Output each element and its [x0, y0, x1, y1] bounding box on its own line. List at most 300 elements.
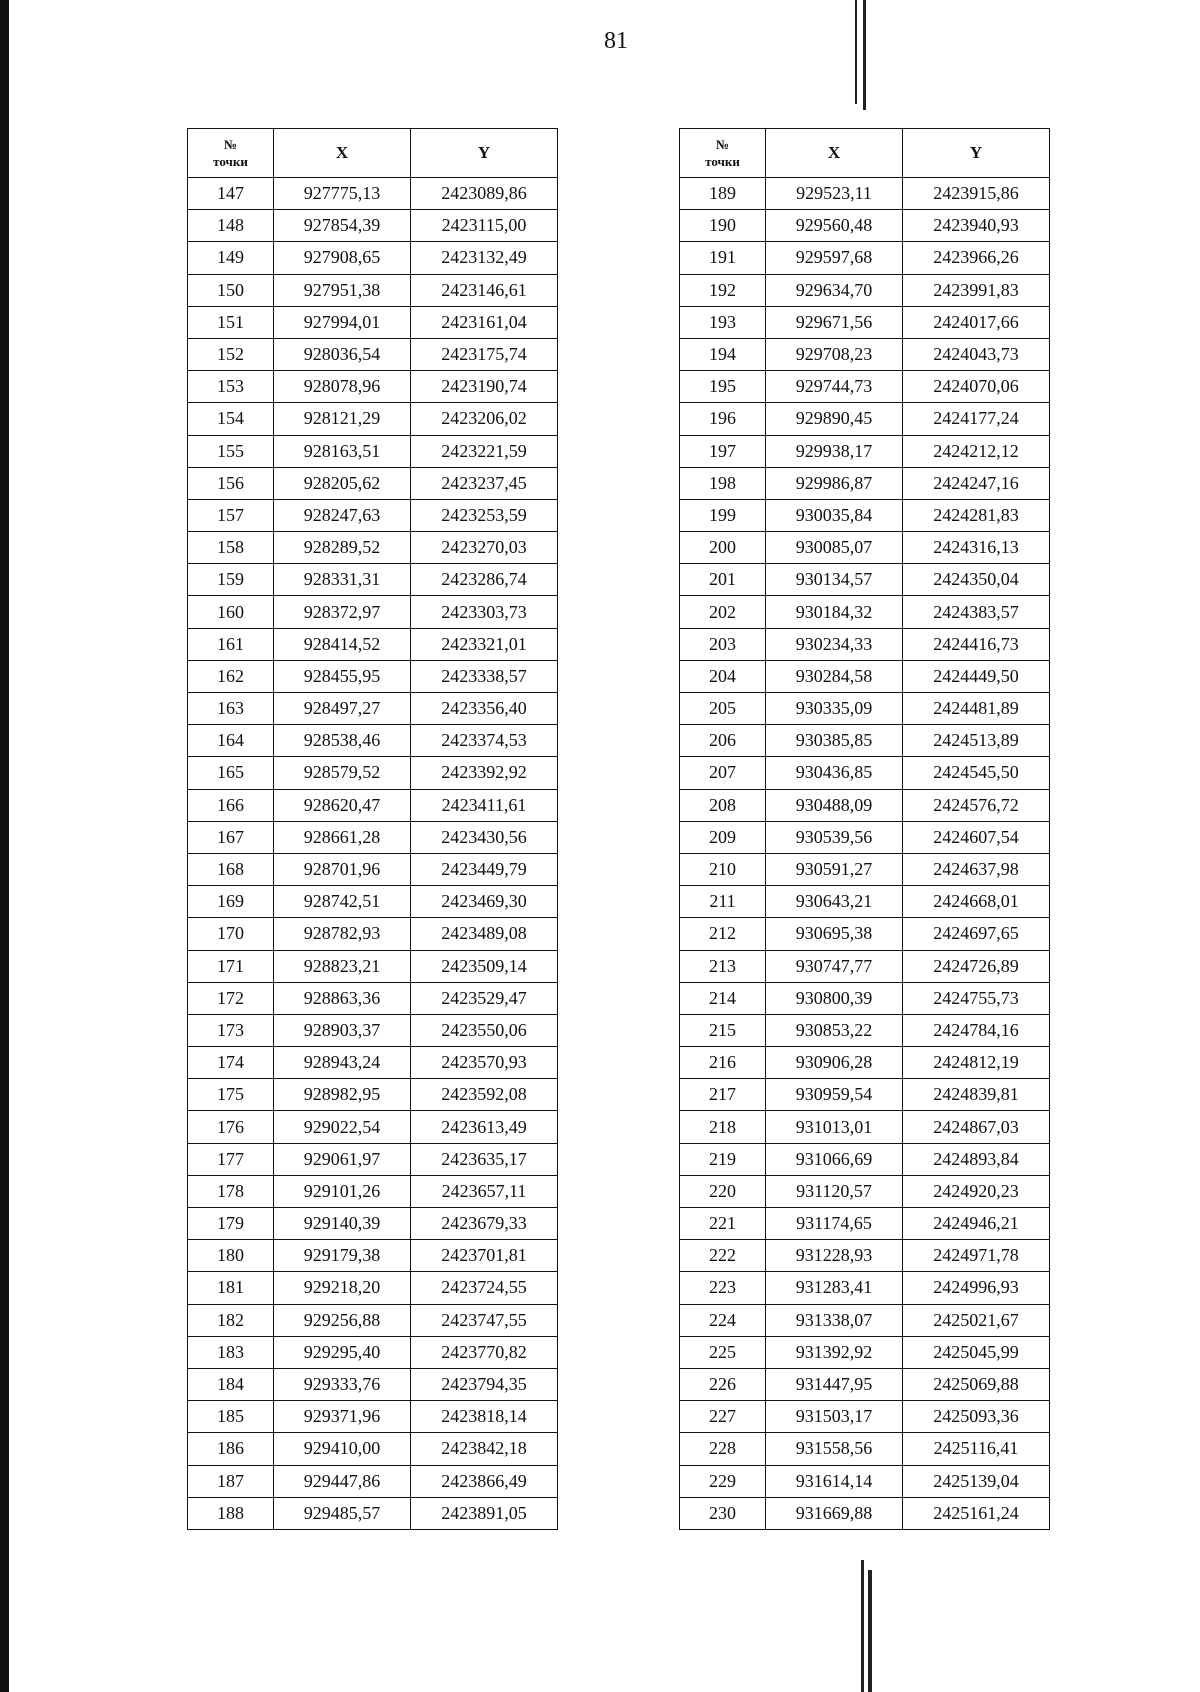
x-cell: 928455,95 [274, 660, 411, 692]
point-number-cell: 171 [188, 950, 274, 982]
y-cell: 2423089,86 [411, 178, 558, 210]
table-row [188, 1143, 558, 1175]
y-cell: 2423770,82 [411, 1336, 558, 1368]
point-number-cell: 221 [680, 1208, 766, 1240]
table-row [680, 886, 1050, 918]
table-row [680, 1497, 1050, 1529]
table-row [188, 403, 558, 435]
table-row [188, 1111, 558, 1143]
table-row [680, 1208, 1050, 1240]
y-cell: 2423132,49 [411, 242, 558, 274]
table-row [188, 1401, 558, 1433]
table-row [680, 1240, 1050, 1272]
point-number-cell: 157 [188, 499, 274, 531]
page-number: 81 [604, 28, 628, 54]
point-number-cell: 189 [680, 178, 766, 210]
point-number-cell: 161 [188, 628, 274, 660]
table-row [680, 725, 1050, 757]
y-cell: 2423866,49 [411, 1465, 558, 1497]
table-row [188, 178, 558, 210]
y-cell: 2423338,57 [411, 660, 558, 692]
x-cell: 929671,56 [766, 306, 903, 338]
x-cell: 930184,32 [766, 596, 903, 628]
scan-mark-bottom-2 [868, 1570, 872, 1692]
x-cell: 928331,31 [274, 564, 411, 596]
x-cell: 929744,73 [766, 371, 903, 403]
y-cell: 2424971,78 [903, 1240, 1050, 1272]
y-cell: 2423374,53 [411, 725, 558, 757]
table-row [680, 918, 1050, 950]
x-cell: 931283,41 [766, 1272, 903, 1304]
table-header-row [188, 129, 558, 178]
x-cell: 930643,21 [766, 886, 903, 918]
point-number-cell: 152 [188, 338, 274, 370]
point-number-cell: 200 [680, 532, 766, 564]
table-row [188, 660, 558, 692]
x-cell: 928742,51 [274, 886, 411, 918]
table-row [680, 210, 1050, 242]
x-cell: 928782,93 [274, 918, 411, 950]
y-cell: 2424784,16 [903, 1014, 1050, 1046]
table-row [188, 242, 558, 274]
table-row [680, 821, 1050, 853]
x-cell: 928701,96 [274, 853, 411, 885]
y-cell: 2423321,01 [411, 628, 558, 660]
x-cell: 930488,09 [766, 789, 903, 821]
table-row [188, 532, 558, 564]
x-cell: 929447,86 [274, 1465, 411, 1497]
point-number-cell: 212 [680, 918, 766, 950]
point-number-cell: 192 [680, 274, 766, 306]
table-row [188, 371, 558, 403]
number-sign: № [223, 137, 238, 152]
x-cell: 930335,09 [766, 693, 903, 725]
point-label: точки [213, 154, 248, 169]
table-row [680, 1433, 1050, 1465]
point-number-cell: 187 [188, 1465, 274, 1497]
point-number-cell: 230 [680, 1497, 766, 1529]
table-row [680, 371, 1050, 403]
y-cell: 2423161,04 [411, 306, 558, 338]
x-cell: 931013,01 [766, 1111, 903, 1143]
x-cell: 929485,57 [274, 1497, 411, 1529]
point-number-cell: 201 [680, 564, 766, 596]
table-row [188, 821, 558, 853]
point-number-cell: 167 [188, 821, 274, 853]
scan-left-edge [0, 0, 9, 1692]
table-row [188, 435, 558, 467]
y-cell: 2424043,73 [903, 338, 1050, 370]
scan-mark-top-2 [863, 0, 866, 110]
x-cell: 929890,45 [766, 403, 903, 435]
y-cell: 2423237,45 [411, 467, 558, 499]
table-row [680, 1368, 1050, 1400]
point-number-cell: 227 [680, 1401, 766, 1433]
y-cell: 2424383,57 [903, 596, 1050, 628]
y-cell: 2423940,93 [903, 210, 1050, 242]
point-number-cell: 153 [188, 371, 274, 403]
point-number-cell: 173 [188, 1014, 274, 1046]
y-cell: 2423550,06 [411, 1014, 558, 1046]
table-row [680, 403, 1050, 435]
x-cell: 930800,39 [766, 982, 903, 1014]
y-cell: 2423570,93 [411, 1047, 558, 1079]
y-cell: 2423679,33 [411, 1208, 558, 1240]
table-row [188, 564, 558, 596]
x-cell: 928036,54 [274, 338, 411, 370]
y-cell: 2423724,55 [411, 1272, 558, 1304]
y-cell: 2423270,03 [411, 532, 558, 564]
point-number-cell: 229 [680, 1465, 766, 1497]
x-cell: 929597,68 [766, 242, 903, 274]
y-cell: 2424316,13 [903, 532, 1050, 564]
x-cell: 928823,21 [274, 950, 411, 982]
x-cell: 931614,14 [766, 1465, 903, 1497]
x-cell: 928579,52 [274, 757, 411, 789]
point-number-cell: 169 [188, 886, 274, 918]
point-number-cell: 180 [188, 1240, 274, 1272]
point-number-cell: 158 [188, 532, 274, 564]
table-row [680, 853, 1050, 885]
table-row [188, 1175, 558, 1207]
point-number-cell: 217 [680, 1079, 766, 1111]
y-cell: 2423842,18 [411, 1433, 558, 1465]
table-row [680, 499, 1050, 531]
y-cell: 2423818,14 [411, 1401, 558, 1433]
table-header-row [680, 129, 1050, 178]
x-cell: 929523,11 [766, 178, 903, 210]
table-row [680, 1079, 1050, 1111]
table-row [188, 1047, 558, 1079]
x-cell: 931066,69 [766, 1143, 903, 1175]
x-cell: 927775,13 [274, 178, 411, 210]
table-row [680, 178, 1050, 210]
table-row [188, 886, 558, 918]
x-cell: 931120,57 [766, 1175, 903, 1207]
y-cell: 2424212,12 [903, 435, 1050, 467]
y-cell: 2423701,81 [411, 1240, 558, 1272]
x-cell: 931503,17 [766, 1401, 903, 1433]
x-cell: 930085,07 [766, 532, 903, 564]
table-row [188, 1465, 558, 1497]
table-row [188, 950, 558, 982]
y-cell: 2423635,17 [411, 1143, 558, 1175]
x-cell: 930436,85 [766, 757, 903, 789]
point-number-cell: 202 [680, 596, 766, 628]
x-cell: 931392,92 [766, 1336, 903, 1368]
x-cell: 930853,22 [766, 1014, 903, 1046]
point-number-cell: 155 [188, 435, 274, 467]
y-cell: 2424281,83 [903, 499, 1050, 531]
y-cell: 2423356,40 [411, 693, 558, 725]
y-cell: 2425021,67 [903, 1304, 1050, 1336]
y-cell: 2423657,11 [411, 1175, 558, 1207]
y-cell: 2425045,99 [903, 1336, 1050, 1368]
table-row [680, 693, 1050, 725]
y-cell: 2424449,50 [903, 660, 1050, 692]
point-number-cell: 177 [188, 1143, 274, 1175]
y-cell: 2424247,16 [903, 467, 1050, 499]
table-row [680, 1272, 1050, 1304]
table-row [188, 499, 558, 531]
point-number-cell: 164 [188, 725, 274, 757]
point-number-cell: 204 [680, 660, 766, 692]
point-number-cell: 188 [188, 1497, 274, 1529]
x-cell: 929986,87 [766, 467, 903, 499]
y-cell: 2425161,24 [903, 1497, 1050, 1529]
table-row [188, 789, 558, 821]
point-number-cell: 213 [680, 950, 766, 982]
x-cell: 929333,76 [274, 1368, 411, 1400]
y-cell: 2424416,73 [903, 628, 1050, 660]
point-number-cell: 209 [680, 821, 766, 853]
table-row [188, 725, 558, 757]
point-number-cell: 166 [188, 789, 274, 821]
point-number-cell: 205 [680, 693, 766, 725]
table-row [188, 306, 558, 338]
y-cell: 2424017,66 [903, 306, 1050, 338]
point-number-cell: 211 [680, 886, 766, 918]
table-row [188, 596, 558, 628]
point-number-cell: 226 [680, 1368, 766, 1400]
point-number-cell: 199 [680, 499, 766, 531]
table-row [188, 1079, 558, 1111]
point-number-cell: 147 [188, 178, 274, 210]
y-cell: 2424726,89 [903, 950, 1050, 982]
table-row [188, 1433, 558, 1465]
y-cell: 2423489,08 [411, 918, 558, 950]
x-cell: 930035,84 [766, 499, 903, 531]
y-cell: 2424513,89 [903, 725, 1050, 757]
x-cell: 928247,63 [274, 499, 411, 531]
y-cell: 2424920,23 [903, 1175, 1050, 1207]
y-cell: 2425093,36 [903, 1401, 1050, 1433]
point-number-cell: 186 [188, 1433, 274, 1465]
y-cell: 2423115,00 [411, 210, 558, 242]
y-cell: 2423794,35 [411, 1368, 558, 1400]
x-cell: 929022,54 [274, 1111, 411, 1143]
x-cell: 928943,24 [274, 1047, 411, 1079]
table-row [680, 660, 1050, 692]
x-cell: 928863,36 [274, 982, 411, 1014]
point-number-cell: 203 [680, 628, 766, 660]
point-number-cell: 165 [188, 757, 274, 789]
point-number-cell: 198 [680, 467, 766, 499]
table-row [680, 532, 1050, 564]
table-row [188, 1497, 558, 1529]
point-number-cell: 175 [188, 1079, 274, 1111]
table-row [680, 338, 1050, 370]
x-cell: 928661,28 [274, 821, 411, 853]
x-cell: 931228,93 [766, 1240, 903, 1272]
y-cell: 2424350,04 [903, 564, 1050, 596]
y-cell: 2423469,30 [411, 886, 558, 918]
table-row [188, 628, 558, 660]
point-number-cell: 194 [680, 338, 766, 370]
table-row [680, 1047, 1050, 1079]
table-row [188, 274, 558, 306]
y-cell: 2423891,05 [411, 1497, 558, 1529]
x-cell: 930284,58 [766, 660, 903, 692]
x-cell: 929634,70 [766, 274, 903, 306]
y-cell: 2423253,59 [411, 499, 558, 531]
point-number-cell: 220 [680, 1175, 766, 1207]
point-number-cell: 219 [680, 1143, 766, 1175]
x-cell: 929410,00 [274, 1433, 411, 1465]
y-cell: 2424637,98 [903, 853, 1050, 885]
point-number-cell: 193 [680, 306, 766, 338]
table-row [680, 950, 1050, 982]
point-number-cell: 196 [680, 403, 766, 435]
x-cell: 929101,26 [274, 1175, 411, 1207]
x-cell: 931338,07 [766, 1304, 903, 1336]
point-label: точки [705, 154, 740, 169]
x-cell: 930906,28 [766, 1047, 903, 1079]
point-number-cell: 206 [680, 725, 766, 757]
point-number-cell: 162 [188, 660, 274, 692]
table-row [188, 1304, 558, 1336]
table-row [188, 982, 558, 1014]
x-cell: 928205,62 [274, 467, 411, 499]
x-cell: 929295,40 [274, 1336, 411, 1368]
coordinates-table-left [187, 128, 558, 1530]
point-number-cell: 178 [188, 1175, 274, 1207]
y-cell: 2424070,06 [903, 371, 1050, 403]
x-cell: 928121,29 [274, 403, 411, 435]
y-cell: 2424177,24 [903, 403, 1050, 435]
point-number-cell: 172 [188, 982, 274, 1014]
x-cell: 931558,56 [766, 1433, 903, 1465]
point-number-cell: 148 [188, 210, 274, 242]
point-number-cell: 214 [680, 982, 766, 1014]
table-row [680, 274, 1050, 306]
y-cell: 2424576,72 [903, 789, 1050, 821]
x-cell: 928289,52 [274, 532, 411, 564]
x-cell: 928620,47 [274, 789, 411, 821]
x-cell: 931174,65 [766, 1208, 903, 1240]
point-number-cell: 154 [188, 403, 274, 435]
point-number-cell: 197 [680, 435, 766, 467]
point-number-cell: 184 [188, 1368, 274, 1400]
point-number-cell: 207 [680, 757, 766, 789]
table-row [188, 1368, 558, 1400]
table-row [680, 306, 1050, 338]
table-row [680, 982, 1050, 1014]
y-cell: 2423392,92 [411, 757, 558, 789]
point-number-cell: 150 [188, 274, 274, 306]
x-cell: 929179,38 [274, 1240, 411, 1272]
point-number-cell: 168 [188, 853, 274, 885]
y-cell: 2423411,61 [411, 789, 558, 821]
table-row [188, 1272, 558, 1304]
y-cell: 2423613,49 [411, 1111, 558, 1143]
table-row [188, 1240, 558, 1272]
table-row [680, 1401, 1050, 1433]
point-number-cell: 149 [188, 242, 274, 274]
point-number-cell: 210 [680, 853, 766, 885]
point-number-cell: 159 [188, 564, 274, 596]
point-number-cell: 216 [680, 1047, 766, 1079]
x-cell: 930747,77 [766, 950, 903, 982]
y-cell: 2423430,56 [411, 821, 558, 853]
table-row [188, 210, 558, 242]
table-row [680, 564, 1050, 596]
table-row [680, 1143, 1050, 1175]
x-cell: 930234,33 [766, 628, 903, 660]
table-row [188, 467, 558, 499]
y-cell: 2423747,55 [411, 1304, 558, 1336]
table-row [680, 435, 1050, 467]
y-header: Y [903, 129, 1050, 178]
table-row [680, 467, 1050, 499]
point-number-cell: 218 [680, 1111, 766, 1143]
y-cell: 2423221,59 [411, 435, 558, 467]
point-number-cell: 163 [188, 693, 274, 725]
x-cell: 930539,56 [766, 821, 903, 853]
y-header: Y [411, 129, 558, 178]
table-row [188, 1208, 558, 1240]
y-cell: 2425069,88 [903, 1368, 1050, 1400]
x-cell: 930385,85 [766, 725, 903, 757]
point-number-cell: 174 [188, 1047, 274, 1079]
y-cell: 2423509,14 [411, 950, 558, 982]
table-row [188, 853, 558, 885]
y-cell: 2424668,01 [903, 886, 1050, 918]
table-row [680, 628, 1050, 660]
coordinates-table-right [679, 128, 1050, 1530]
x-cell: 930591,27 [766, 853, 903, 885]
x-cell: 929371,96 [274, 1401, 411, 1433]
point-number-cell: 225 [680, 1336, 766, 1368]
y-cell: 2424755,73 [903, 982, 1050, 1014]
x-cell: 930134,57 [766, 564, 903, 596]
table-row [680, 242, 1050, 274]
x-cell: 929256,88 [274, 1304, 411, 1336]
y-cell: 2423915,86 [903, 178, 1050, 210]
point-number-cell: 156 [188, 467, 274, 499]
table-row [680, 789, 1050, 821]
y-cell: 2424996,93 [903, 1272, 1050, 1304]
point-number-cell: 176 [188, 1111, 274, 1143]
x-cell: 929560,48 [766, 210, 903, 242]
y-cell: 2423175,74 [411, 338, 558, 370]
table-row [680, 596, 1050, 628]
table-row [188, 693, 558, 725]
x-cell: 929218,20 [274, 1272, 411, 1304]
y-cell: 2424812,19 [903, 1047, 1050, 1079]
point-number-header [680, 129, 766, 178]
point-number-cell: 185 [188, 1401, 274, 1433]
table-row [680, 757, 1050, 789]
table-row [188, 1336, 558, 1368]
x-cell: 930959,54 [766, 1079, 903, 1111]
x-cell: 927854,39 [274, 210, 411, 242]
x-cell: 931669,88 [766, 1497, 903, 1529]
table-row [680, 1014, 1050, 1046]
x-header: X [274, 129, 411, 178]
x-cell: 929938,17 [766, 435, 903, 467]
table-row [680, 1111, 1050, 1143]
point-number-cell: 181 [188, 1272, 274, 1304]
x-cell: 928903,37 [274, 1014, 411, 1046]
y-cell: 2424893,84 [903, 1143, 1050, 1175]
point-number-cell: 190 [680, 210, 766, 242]
y-cell: 2424839,81 [903, 1079, 1050, 1111]
point-number-cell: 179 [188, 1208, 274, 1240]
point-number-cell: 170 [188, 918, 274, 950]
x-cell: 928078,96 [274, 371, 411, 403]
x-cell: 928414,52 [274, 628, 411, 660]
